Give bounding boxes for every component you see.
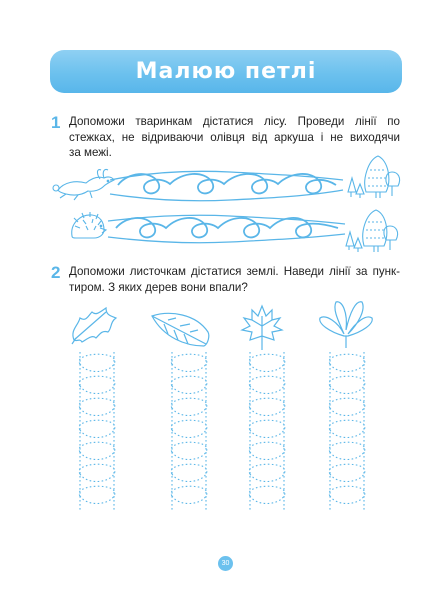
dotted-loop <box>171 464 207 481</box>
dotted-loop <box>249 420 285 437</box>
dotted-loop <box>171 486 207 503</box>
task-1-line-1: Допоможи тваринкам дістатися лісу. Проведи лінії по <box>69 115 400 128</box>
task-2-number: 2 <box>51 263 61 282</box>
dotted-loop <box>79 420 115 437</box>
dotted-loop <box>171 398 207 415</box>
rabbit-path[interactable] <box>110 171 343 200</box>
dotted-loop <box>171 376 207 393</box>
dotted-loop <box>79 398 115 415</box>
dotted-loop <box>171 442 207 459</box>
dotted-loop <box>329 442 365 459</box>
dotted-loop <box>249 398 285 415</box>
forest-icon <box>346 210 398 252</box>
rabbit-icon <box>53 169 114 200</box>
forest-icon <box>348 156 400 198</box>
dotted-loop <box>171 420 207 437</box>
dotted-loop <box>249 354 285 371</box>
dotted-loop <box>171 354 207 371</box>
dotted-loop <box>249 376 285 393</box>
maple-leaf-path[interactable] <box>249 352 285 510</box>
task-1-line-2: стежках, не відриваючи олівця від аркуша і не виходячи <box>69 130 400 144</box>
dotted-loop <box>79 442 115 459</box>
task-1-line-3: за межі. <box>69 146 112 159</box>
birch-leaf-icon <box>152 313 209 346</box>
dotted-loop <box>329 464 365 481</box>
oak-leaf-icon <box>72 308 116 344</box>
dotted-loop <box>79 486 115 503</box>
dotted-loop <box>249 442 285 459</box>
dotted-loop-columns[interactable] <box>79 352 365 510</box>
task-1-number: 1 <box>51 113 61 132</box>
dotted-loop <box>329 398 365 415</box>
maple-leaf-icon <box>242 306 282 350</box>
hedgehog-icon <box>72 212 106 238</box>
dotted-loop <box>329 420 365 437</box>
dotted-loop <box>79 464 115 481</box>
dotted-loop <box>249 486 285 503</box>
dotted-loop <box>329 354 365 371</box>
chestnut-leaf-icon <box>320 302 372 348</box>
dotted-loop <box>329 376 365 393</box>
dotted-loop <box>79 376 115 393</box>
birch-leaf-path[interactable] <box>171 352 207 510</box>
dotted-loop <box>79 354 115 371</box>
dotted-loop <box>249 464 285 481</box>
page-title: Малюю петлі <box>135 59 317 84</box>
chestnut-leaf-path[interactable] <box>329 352 365 510</box>
page-number: 30 <box>218 556 233 571</box>
dotted-loop <box>329 486 365 503</box>
oak-leaf-path[interactable] <box>79 352 115 510</box>
task-2-line-1: Допоможи листочкам дістатися землі. Наведи лінії за пунк- <box>69 265 400 278</box>
task-2-line-2: тиром. З яких дерев вони впали? <box>69 280 248 294</box>
hedgehog-path[interactable] <box>108 215 345 243</box>
